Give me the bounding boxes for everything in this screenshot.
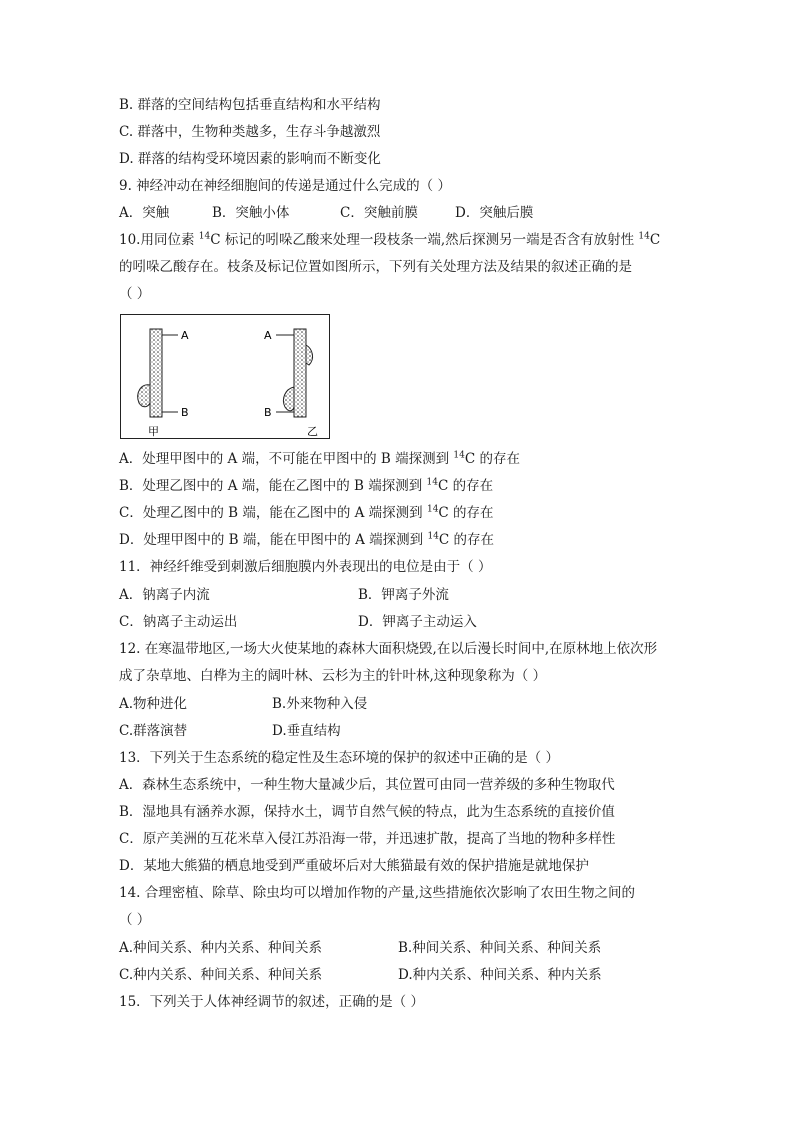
q9-option-b: B．突触小体 <box>212 205 290 221</box>
q10-option-d <box>119 531 494 549</box>
q11-option-a: A．钠离子内流 <box>119 587 210 603</box>
q8-option-b: B. 群落的空间结构包括垂直结构和水平结构 <box>119 97 381 113</box>
superscript-14: 14 <box>638 231 650 242</box>
label-a-jia: A <box>181 329 189 342</box>
q10-option-b-end: C 的存在 <box>438 478 494 494</box>
q11-option-c: C．钠离子主动运出 <box>119 614 238 630</box>
q10-option-c-end: C 的存在 <box>438 505 494 521</box>
q14-option-d: D.种内关系、种间关系、种内关系 <box>398 967 602 983</box>
q12-stem-line1: 12. 在寒温带地区,一场大火使某地的森林大面积烧毁,在以后漫长时间中,在原林地上依次形 <box>119 641 658 657</box>
q9-option-c: C．突触前膜 <box>340 205 418 221</box>
q10-option-a <box>119 450 520 468</box>
q10-option-d-text: D．处理甲图中的 B 端，能在甲图中的 A 端探测到 <box>119 532 428 548</box>
q10-option-d-end: C 的存在 <box>438 532 495 548</box>
q10-option-a-text: A．处理甲图中的 A 端，不可能在甲图中的 B 端探测到 <box>119 451 454 467</box>
q11-option-b: B．钾离子外流 <box>358 587 449 603</box>
q14-option-b: B.种间关系、种间关系、种间关系 <box>398 940 602 956</box>
q10-stem-line1 <box>119 231 660 249</box>
branch-yi <box>276 329 313 417</box>
q10-option-c-text: C．处理乙图中的 B 端，能在乙图中的 A 端探测到 <box>119 505 427 521</box>
q10-option-b <box>119 477 493 495</box>
q13-option-a: A．森林生态系统中，一种生物大量减少后，其位置可由同一营养级的多种生物取代 <box>119 777 615 793</box>
q14-stem-line1: 14. 合理密植、除草、除虫均可以增加作物的产量,这些措施依次影响了农田生物之间的 <box>119 885 636 901</box>
branch-jia <box>138 329 178 417</box>
q8-option-c: C. 群落中，生物种类越多，生存斗争越激烈 <box>119 124 381 140</box>
q12-stem-line2: 成了杂草地、白桦为主的阔叶林、云杉为主的针叶林,这种现象称为（ ） <box>119 668 547 684</box>
q9-stem: 9. 神经冲动在神经细胞间的传递是通过什么完成的（ ） <box>119 178 451 194</box>
q14-option-c: C.种内关系、种间关系、种间关系 <box>119 967 323 983</box>
q14-option-a: A.种间关系、种内关系、种间关系 <box>119 940 323 956</box>
label-jia: 甲 <box>148 425 159 438</box>
q9-option-a: A．突触 <box>119 205 170 221</box>
q9-option-d: D．突触后膜 <box>455 205 534 221</box>
label-b-yi: B <box>264 406 272 419</box>
q8-option-d: D. 群落的结构受环境因素的影响而不断变化 <box>119 151 381 167</box>
superscript-14: 14 <box>426 504 439 515</box>
label-a-yi: A <box>264 329 272 342</box>
q14-stem-line2: （ ） <box>119 912 151 928</box>
superscript-14: 14 <box>453 450 465 461</box>
q15-stem: 15．下列关于人体神经调节的叙述，正确的是（ ） <box>119 994 424 1010</box>
superscript-14: 14 <box>427 531 439 542</box>
superscript-14: 14 <box>198 231 211 242</box>
q12-option-b: B.外来物种入侵 <box>272 696 368 712</box>
branch-diagram <box>121 315 331 440</box>
q12-option-c: C.群落演替 <box>119 723 188 739</box>
q12-option-d: D.垂直结构 <box>272 723 341 739</box>
label-yi: 乙 <box>307 425 318 438</box>
q10-stem-pre: 10.用同位素 <box>119 232 199 248</box>
q12-option-a: A.物种进化 <box>119 696 188 712</box>
label-b-jia: B <box>181 406 189 419</box>
q10-option-b-text: B．处理乙图中的 A 端，能在乙图中的 B 端探测到 <box>119 478 427 494</box>
q11-option-d: D．钾离子主动运入 <box>358 614 477 630</box>
q13-option-d: D．某地大熊猫的栖息地受到严重破坏后对大熊猫最有效的保护措施是就地保护 <box>119 858 589 874</box>
branch-figure <box>120 314 330 439</box>
q10-option-c <box>119 504 494 522</box>
q13-option-b: B．湿地具有涵养水源，保持水土，调节自然气候的特点，此为生态系统的直接价值 <box>119 804 615 820</box>
q10-stem-line2: 的吲哚乙酸存在。枝条及标记位置如图所示，下列有关处理方法及结果的叙述正确的是 <box>119 259 632 275</box>
q13-stem: 13．下列关于生态系统的稳定性及生态环境的保护的叙述中正确的是（ ） <box>119 750 559 766</box>
q10-stem-line3: （ ） <box>119 286 151 302</box>
q13-option-c: C．原产美洲的互花米草入侵江苏沿海一带，并迅速扩散，提高了当地的物种多样性 <box>119 831 616 847</box>
q10-option-a-end: C 的存在 <box>464 451 520 467</box>
q11-stem: 11．神经纤维受到刺激后细胞膜内外表现出的电位是由于（ ） <box>119 559 492 575</box>
superscript-14: 14 <box>426 477 438 488</box>
q10-stem-end: C <box>649 232 661 248</box>
q10-stem-mid: C 标记的吲哚乙酸来处理一段枝条一端,然后探测另一端是否含有放射性 <box>210 232 639 248</box>
